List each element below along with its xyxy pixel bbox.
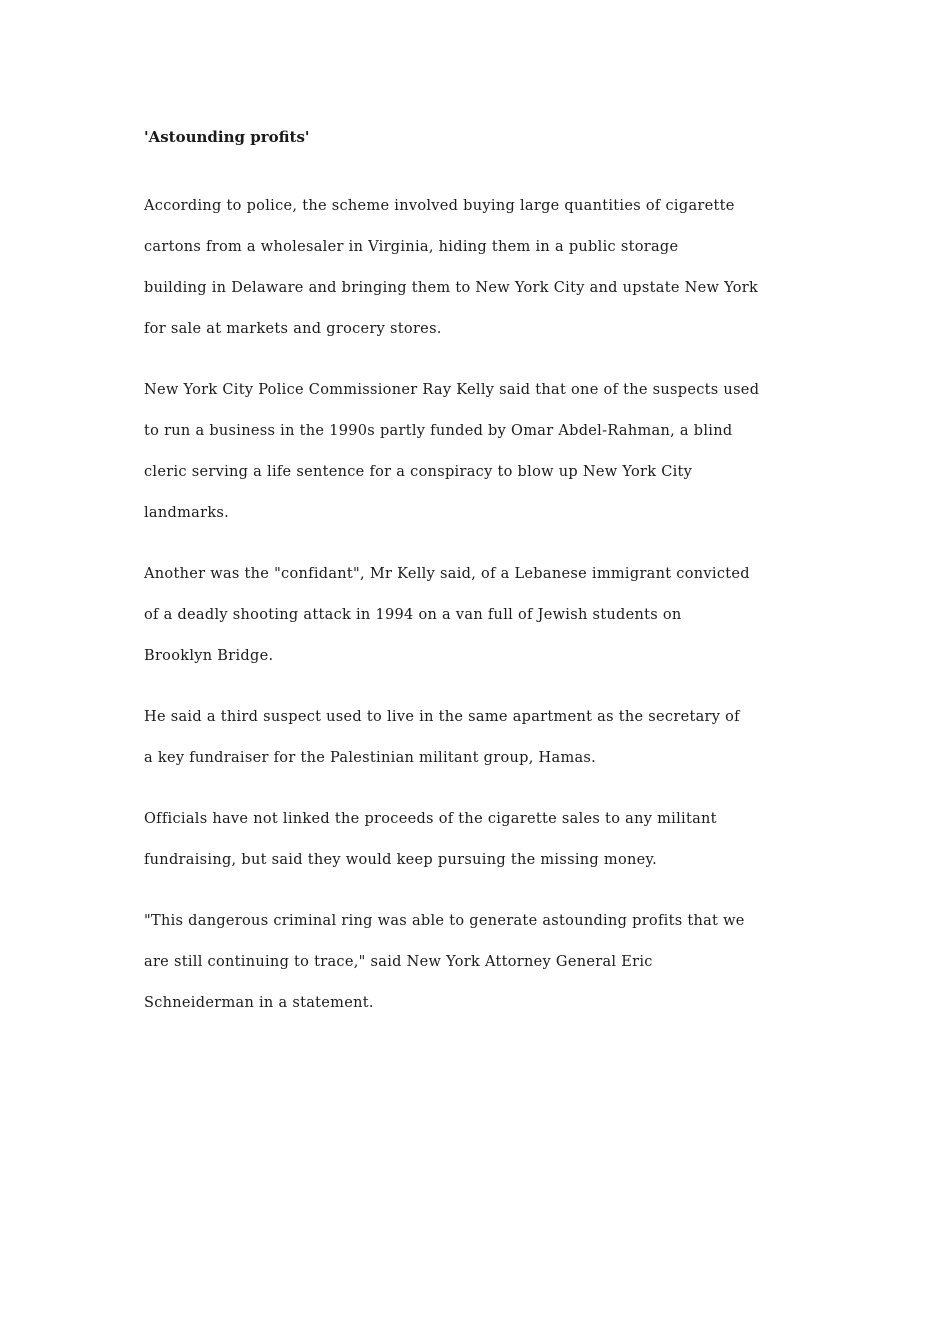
text-line: building in Delaware and bringing them to New York City and upstate New York	[144, 280, 759, 296]
text-line: for sale at markets and grocery stores.	[144, 321, 442, 337]
text-line: Officials have not linked the proceeds of the cigarette sales to any militant	[144, 811, 717, 827]
text-line: a key fundraiser for the Palestinian militant group, Hamas.	[144, 750, 597, 766]
text-line: of a deadly shooting attack in 1994 on a van full of Jewish students on	[144, 607, 682, 623]
section-heading: 'Astounding profits'	[144, 128, 310, 146]
text-line: landmarks.	[144, 505, 230, 521]
paragraph	[144, 901, 824, 1024]
text-line: "This dangerous criminal ring was able to generate astounding profits that we	[144, 913, 745, 929]
text-line: cartons from a wholesaler in Virginia, hiding them in a public storage	[144, 239, 679, 255]
text-line: New York City Police Commissioner Ray Kelly said that one of the suspects used	[144, 382, 760, 398]
text-line: Schneiderman in a statement.	[144, 995, 374, 1011]
article-body	[144, 125, 824, 1044]
paragraph	[144, 697, 824, 779]
paragraph	[144, 799, 824, 881]
text-line: fundraising, but said they would keep pursuing the missing money.	[144, 852, 657, 868]
paragraph	[144, 554, 824, 677]
text-line: According to police, the scheme involved buying large quantities of cigarette	[144, 198, 735, 214]
paragraph	[144, 186, 824, 350]
text-line: Brooklyn Bridge.	[144, 648, 274, 664]
paragraph	[144, 370, 824, 534]
text-line: He said a third suspect used to live in the same apartment as the secretary of	[144, 709, 740, 725]
text-line: are still continuing to trace," said New York Attorney General Eric	[144, 954, 653, 970]
text-line: cleric serving a life sentence for a conspiracy to blow up New York City	[144, 464, 693, 480]
text-line: to run a business in the 1990s partly funded by Omar Abdel-Rahman, a blind	[144, 423, 733, 439]
text-line: Another was the "confidant", Mr Kelly said, of a Lebanese immigrant convicted	[144, 566, 750, 582]
